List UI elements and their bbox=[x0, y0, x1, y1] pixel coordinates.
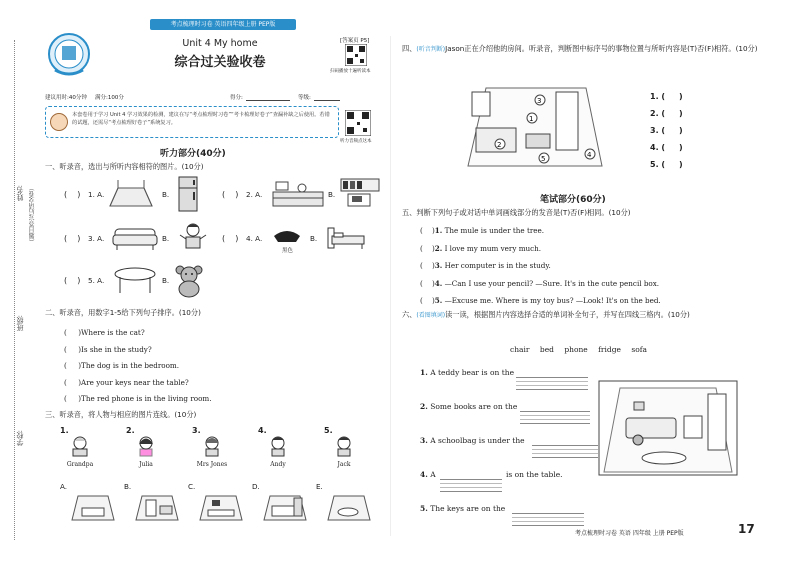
word-chair: chair bbox=[510, 345, 530, 354]
binding-line bbox=[14, 40, 15, 540]
answer-line-1[interactable] bbox=[516, 377, 588, 390]
name-label: 姓名: bbox=[16, 185, 24, 202]
person-andy[interactable]: 4. Andy bbox=[258, 426, 286, 468]
room-e-bathroom[interactable] bbox=[326, 488, 372, 522]
answer-line-3[interactable] bbox=[532, 445, 598, 458]
room-c-living-room[interactable] bbox=[198, 488, 244, 522]
s1-q5-a: A. bbox=[97, 276, 105, 285]
svg-text:3: 3 bbox=[537, 97, 542, 105]
s1-q1-b: B. bbox=[162, 190, 170, 199]
s3-rooms-row bbox=[60, 480, 370, 530]
s2-list bbox=[64, 325, 212, 408]
s1-q3-answer-paren[interactable]: ( ) bbox=[64, 234, 81, 243]
qr-caption-top: 扫码播放十遍听读本 bbox=[330, 69, 371, 74]
s6-sentence-3: 3. A schoolbag is under the bbox=[420, 436, 600, 458]
s6-sentence-4: 4. A is on the table. bbox=[420, 470, 600, 492]
word-bed: bed bbox=[539, 345, 554, 354]
svg-text:4: 4 bbox=[587, 151, 592, 159]
room-b-study[interactable] bbox=[134, 488, 180, 522]
bed-picture bbox=[326, 224, 366, 250]
word-phone: phone bbox=[564, 345, 588, 354]
room-a-bedroom[interactable] bbox=[70, 488, 116, 522]
answer-line-2[interactable] bbox=[520, 411, 590, 424]
s6-sentence-1: 1. A teddy bear is on the bbox=[420, 368, 590, 390]
black-phone-picture bbox=[272, 226, 302, 244]
study-picture bbox=[340, 178, 380, 208]
score-field[interactable] bbox=[246, 100, 290, 101]
teacher-avatar-icon bbox=[50, 113, 68, 131]
qr-code-top[interactable] bbox=[345, 44, 367, 66]
s1-q2-answer-paren[interactable]: ( ) bbox=[222, 190, 239, 199]
person-jack[interactable]: 5. Jack bbox=[324, 426, 351, 468]
word-sofa: sofa bbox=[631, 345, 647, 354]
kitchen-picture bbox=[272, 178, 324, 208]
grade-field[interactable] bbox=[314, 100, 340, 101]
sofa-picture bbox=[112, 225, 158, 251]
s4-answer[interactable]: 4. ( ) bbox=[650, 143, 683, 152]
s1-q4-b: B. bbox=[310, 234, 318, 243]
teddy-bear-picture bbox=[172, 264, 206, 298]
answer-page-ref: [答案页 P5] bbox=[340, 38, 370, 44]
s1-q3-num: 3. bbox=[88, 234, 95, 243]
unit-title: Unit 4 My home bbox=[182, 38, 258, 49]
boy-picture bbox=[178, 222, 208, 252]
s4-answer-list bbox=[650, 88, 683, 173]
intro-box bbox=[45, 106, 339, 138]
s5-list bbox=[420, 222, 661, 310]
listening-section-title: 听力部分(40分) bbox=[160, 149, 226, 159]
s1-q5-b: B. bbox=[162, 276, 170, 285]
s6-title: 六、(看图填词)读一读，根据图片内容选择合适的单词补全句子，并写在四线三格内。(10分) bbox=[402, 310, 690, 319]
page-divider bbox=[390, 36, 391, 536]
page-number: 17 bbox=[738, 522, 755, 536]
s1-q4-num: 4. bbox=[246, 234, 253, 243]
s1-q2-b: B. bbox=[328, 190, 336, 199]
s1-q1-num: 1. bbox=[88, 190, 95, 199]
s1-q2-a: A. bbox=[255, 190, 263, 199]
s3-people-row bbox=[60, 426, 360, 472]
room-d-kitchen[interactable] bbox=[262, 488, 308, 522]
s1-q1-answer-paren[interactable]: ( ) bbox=[64, 190, 81, 199]
s2-title: 二、听录音，用数字1-5给下列句子排序。(10分) bbox=[45, 308, 201, 317]
school-label: 学校: bbox=[16, 430, 24, 447]
s6-sentence-5: 5. The keys are on the bbox=[420, 504, 600, 526]
score-label: 得分: bbox=[230, 95, 243, 101]
s4-title: 四、(听音判断)Jason正在介绍他的房间。听录音，判断图中标序号的事物位置与所听内容是(T)否(F)相符。(10分) bbox=[402, 44, 758, 53]
brand-logo bbox=[45, 32, 93, 78]
s1-q3-a: A. bbox=[97, 234, 105, 243]
answer-line-5[interactable] bbox=[512, 513, 584, 526]
s5-item[interactable]: ( )5. —Excuse me. Where is my toy bus? —Look! It's on the bed. bbox=[420, 296, 661, 305]
svg-text:1: 1 bbox=[529, 115, 534, 123]
suggested-time: 建议用时:40分钟 bbox=[45, 95, 87, 101]
s1-title: 一、听录音，选出与所听内容相符的图片。(10分) bbox=[45, 162, 204, 171]
word-fridge: fridge bbox=[598, 345, 621, 354]
s5-title: 五、判断下列句子或对话中单词画线部分的发音是(T)否(F)相同。(10分) bbox=[402, 208, 631, 217]
series-banner: 考点梳理时习卷 英语四年级上册 PEP版 bbox=[150, 19, 296, 30]
room-d-label: D. bbox=[252, 482, 260, 491]
s4-answer[interactable]: 1. ( ) bbox=[650, 92, 683, 101]
s5-item[interactable]: ( )3. Her computer is in the study. bbox=[420, 261, 551, 270]
person-grandpa[interactable]: 1. Grandpa bbox=[60, 426, 94, 468]
room-a-label: A. bbox=[60, 482, 68, 491]
s1-q3-b: B. bbox=[162, 234, 170, 243]
s1-q1-a: A. bbox=[97, 190, 105, 199]
s2-item[interactable]: ( )The red phone is in the living room. bbox=[64, 394, 212, 403]
hallway-picture bbox=[108, 178, 154, 208]
s2-item[interactable]: ( )Is she in the study? bbox=[64, 344, 152, 354]
word-bank bbox=[510, 345, 647, 354]
total-score: 满分:100分 bbox=[95, 95, 124, 101]
room-e-label: E. bbox=[316, 482, 323, 491]
footer-text: 考点梳理时习卷 英语 四年级 上册 PEP版 bbox=[575, 530, 684, 537]
s2-item[interactable]: ( )The dog is in the bedroom. bbox=[64, 361, 180, 370]
intro-text: 本套卷用于学习 Unit 4 学习效果的检测，建议在写“考点梳理时习卷”“考卡梳理好卷子”查漏补缺之后使用。若错的试题，还需尽“考点梳理好卷子”系统复习。 bbox=[72, 112, 330, 126]
class-label: 班级: bbox=[16, 315, 24, 332]
s6-sentence-4-tail: is on the table. bbox=[506, 470, 563, 479]
s2-item[interactable]: ( )Where is the cat? bbox=[64, 328, 145, 337]
s5-item[interactable]: ( )1. The mule is under the tree. bbox=[420, 226, 545, 235]
room-c-label: C. bbox=[188, 482, 196, 491]
exam-title: 综合过关验收卷 bbox=[174, 55, 266, 70]
s1-q2-num: 2. bbox=[246, 190, 253, 199]
s1-q4-caption: 黑色 bbox=[282, 248, 294, 254]
fridge-picture bbox=[178, 176, 198, 212]
table-picture bbox=[112, 265, 158, 295]
qr-code-bottom[interactable] bbox=[345, 110, 371, 136]
qr-caption-bottom: 听力音频点这本 bbox=[340, 139, 372, 144]
s5-item[interactable]: ( )2. I love my mum very much. bbox=[420, 243, 542, 253]
svg-text:5: 5 bbox=[541, 155, 546, 163]
writing-section-title: 笔试部分(60分) bbox=[540, 195, 606, 205]
s5-item[interactable]: ( )4. —Can I use your pencil? —Sure. It's in the cute pencil box. bbox=[420, 278, 660, 288]
svg-text:2: 2 bbox=[497, 141, 502, 149]
person-julia[interactable]: 2. Julia bbox=[126, 426, 153, 468]
grade-label: 等级: bbox=[298, 95, 311, 101]
s1-q5-answer-paren[interactable]: ( ) bbox=[64, 276, 81, 285]
s1-q5-num: 5. bbox=[88, 276, 95, 285]
room-b-label: B. bbox=[124, 482, 132, 491]
s6-room-picture bbox=[598, 380, 738, 476]
binding-note: （题目答完后请交卷） bbox=[29, 185, 36, 245]
s1-q4-answer-paren[interactable]: ( ) bbox=[222, 234, 239, 243]
s4-answer[interactable]: 3. ( ) bbox=[650, 126, 683, 135]
answer-line-4[interactable] bbox=[440, 479, 502, 492]
s3-title: 三、听录音，将人物与相应的图片连线。(10分) bbox=[45, 410, 197, 419]
jason-room-picture bbox=[460, 82, 610, 170]
s6-sentence-2: 2. Some books are on the bbox=[420, 402, 590, 424]
person-mrs-jones[interactable]: 3. Mrs Jones bbox=[192, 426, 228, 468]
s2-item[interactable]: ( )Are your keys near the table? bbox=[64, 377, 189, 387]
s4-answer[interactable]: 2. ( ) bbox=[650, 109, 683, 118]
s1-q4-a: A. bbox=[255, 234, 263, 243]
s4-answer[interactable]: 5. ( ) bbox=[650, 160, 683, 169]
